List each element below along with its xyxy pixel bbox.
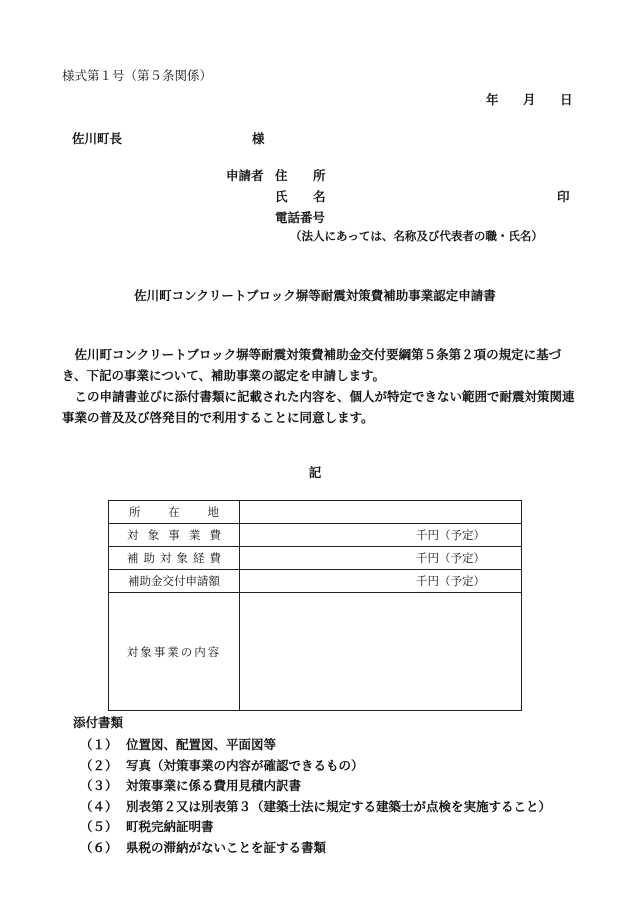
list-item: （１） 位置図、配置図、平面図等 (80, 737, 277, 753)
applicant-label: 申請者 (226, 168, 264, 183)
phone-label: 電話番号 (275, 210, 326, 225)
subsidy-amount-value[interactable] (240, 570, 522, 593)
address-label-2: 所 (313, 168, 326, 183)
seal-mark: 印 (557, 189, 570, 204)
location-value[interactable] (240, 501, 522, 524)
list-item: （２） 写真（対策事業の内容が確認できるもの） (80, 757, 364, 773)
body-paragraph-1: 佐川町コンクリートブロック塀等耐震対策費補助金交付要綱第５条第２項の規定に基づき、下記の事業について、補助事業の認定を申請します。 (62, 347, 562, 383)
project-cost-unit: 千円（予定） (416, 528, 485, 542)
location-label: 所 在 地 (109, 501, 240, 524)
name-label-1: 氏 (275, 189, 288, 204)
project-cost-value[interactable] (240, 524, 522, 547)
attachments-list (80, 734, 551, 857)
table-row (109, 524, 522, 547)
date-day: 日 (560, 92, 573, 107)
project-cost-label: 対 象 事 業 費 (109, 524, 240, 547)
addressee-honorific: 様 (252, 131, 265, 146)
date-year: 年 (486, 92, 499, 107)
subsidy-expense-label: 補 助 対 象 経 費 (109, 547, 240, 570)
list-item: （３） 対策事業に係る費用見積内訳書 (80, 778, 302, 794)
content-label: 対象事業の内容 (109, 593, 240, 711)
body-paragraph-2: この申請書並びに添付書類に記載された内容を、個人が特定できない範囲で耐震対策関連事業の普及及び啓発目的で利用することに同意します。 (62, 389, 575, 425)
ki-mark: 記 (308, 465, 322, 480)
address-label-1: 住 (275, 168, 288, 183)
addressee-name: 佐川町長 (72, 131, 123, 146)
table-row (109, 593, 522, 711)
table-row (109, 570, 522, 593)
content-value[interactable] (240, 593, 522, 711)
list-item: （６） 県税の滞納がないことを証する書類 (80, 839, 327, 855)
application-table (108, 500, 522, 711)
table-row (109, 547, 522, 570)
date-month: 月 (523, 92, 536, 107)
document-title: 佐川町コンクリートブロック塀等耐震対策費補助事業認定申請書 (134, 288, 496, 303)
subsidy-expense-unit: 千円（予定） (416, 551, 485, 565)
attachments-heading: 添付書類 (73, 715, 124, 730)
name-label-2: 名 (313, 189, 326, 204)
subsidy-amount-label: 補助金交付申請額 (109, 570, 240, 593)
corporate-note: （法人にあっては、名称及び代表者の職・氏名） (290, 229, 543, 243)
subsidy-expense-value[interactable] (240, 547, 522, 570)
body-text (62, 344, 577, 428)
form-number: 様式第１号（第５条関係） (62, 68, 213, 83)
list-item: （５） 町税完納証明書 (80, 819, 214, 835)
table-row (109, 501, 522, 524)
subsidy-amount-unit: 千円（予定） (416, 574, 485, 588)
list-item: （４） 別表第２又は別表第３（建築士法に規定する建築士が点検を実施すること） (80, 798, 552, 814)
